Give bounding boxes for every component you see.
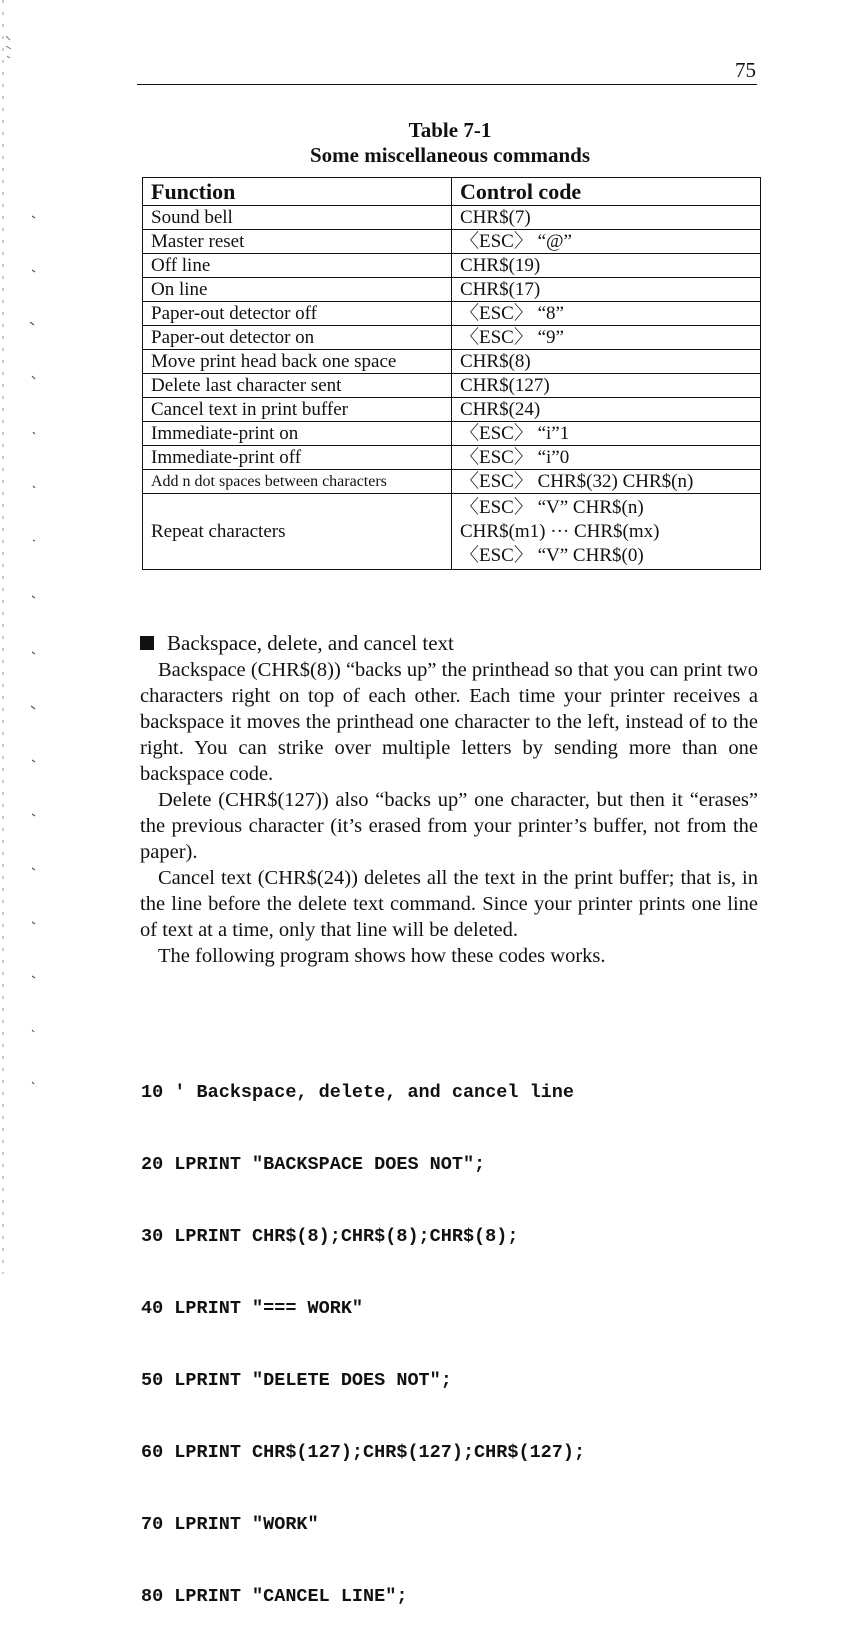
table-row	[143, 350, 761, 374]
paragraph: The following program shows how these codes works.	[158, 945, 606, 967]
code-cell: CHR$(24)	[452, 398, 761, 422]
program-listing	[141, 1033, 585, 1633]
function-cell: Master reset	[143, 230, 452, 254]
function-cell: Cancel text in print buffer	[143, 398, 452, 422]
table-row	[143, 326, 761, 350]
function-cell: Move print head back one space	[143, 350, 452, 374]
table-row	[143, 470, 761, 494]
function-cell: Paper-out detector on	[143, 326, 452, 350]
program-line: 40 LPRINT "=== WORK"	[141, 1298, 364, 1319]
code-cell: 〈ESC〉 CHR$(32) CHR$(n)	[452, 470, 761, 494]
code-cell-multiline	[452, 494, 761, 570]
code-cell: 〈ESC〉 “8”	[452, 302, 761, 326]
body-text	[140, 657, 758, 969]
table-row	[143, 254, 761, 278]
table-row	[143, 302, 761, 326]
code-cell: CHR$(8)	[452, 350, 761, 374]
program-line: 60 LPRINT CHR$(127);CHR$(127);CHR$(127);	[141, 1442, 586, 1463]
table-row	[143, 374, 761, 398]
paragraph: Delete (CHR$(127)) also “backs up” one character, but then it “erases” the previous character (it’s erased from your printer’s buffer, not from the paper).	[140, 789, 758, 863]
function-cell: Sound bell	[143, 206, 452, 230]
function-cell: Delete last character sent	[143, 374, 452, 398]
table-row	[143, 398, 761, 422]
code-cell: 〈ESC〉 “i”0	[452, 446, 761, 470]
function-cell: On line	[143, 278, 452, 302]
table-row-repeat	[143, 494, 761, 570]
program-line: 30 LPRINT CHR$(8);CHR$(8);CHR$(8);	[141, 1226, 519, 1247]
table-row	[143, 206, 761, 230]
table-number: Table 7-1	[408, 118, 492, 142]
paragraph: Backspace (CHR$(8)) “backs up” the printhead so that you can print two characters right on top of each other. Each time your printer receives a backspace it moves the printhead one character to the left, instead of to the right. You can strike over multiple letters by sending more than one backspace code.	[140, 659, 758, 785]
code-line: 〈ESC〉 “V” CHR$(0)	[460, 544, 644, 566]
code-line: 〈ESC〉 “V” CHR$(n)	[460, 496, 644, 518]
page-number: 75	[735, 58, 756, 82]
section-heading-text: Backspace, delete, and cancel text	[167, 631, 454, 655]
program-line: 20 LPRINT "BACKSPACE DOES NOT";	[141, 1154, 486, 1175]
code-cell: CHR$(127)	[452, 374, 761, 398]
function-column-header: Function	[143, 178, 452, 206]
table-row	[143, 446, 761, 470]
function-cell: Repeat characters	[143, 494, 452, 570]
code-line: CHR$(m1) ··· CHR$(mx)	[460, 520, 660, 542]
code-cell: CHR$(7)	[452, 206, 761, 230]
program-line: 50 LPRINT "DELETE DOES NOT";	[141, 1370, 452, 1391]
function-cell: Paper-out detector off	[143, 302, 452, 326]
program-line: 10 ' Backspace, delete, and cancel line	[141, 1082, 574, 1103]
code-cell: CHR$(19)	[452, 254, 761, 278]
function-cell: Off line	[143, 254, 452, 278]
table-row	[143, 278, 761, 302]
table-row	[143, 422, 761, 446]
table-title: Some miscellaneous commands	[310, 143, 590, 167]
function-cell: Add n dot spaces between characters	[143, 470, 452, 494]
program-line: 70 LPRINT "WORK"	[141, 1514, 319, 1535]
table-header-row	[143, 178, 761, 206]
code-cell: CHR$(17)	[452, 278, 761, 302]
control-code-column-header: Control code	[452, 178, 761, 206]
code-cell: 〈ESC〉 “9”	[452, 326, 761, 350]
header-rule	[137, 84, 757, 85]
code-cell: 〈ESC〉 “@”	[452, 230, 761, 254]
function-cell: Immediate-print off	[143, 446, 452, 470]
function-cell: Immediate-print on	[143, 422, 452, 446]
code-cell: 〈ESC〉 “i”1	[452, 422, 761, 446]
section-heading	[140, 631, 454, 656]
square-bullet-icon	[140, 636, 154, 650]
commands-table	[142, 177, 761, 570]
program-line: 80 LPRINT "CANCEL LINE";	[141, 1586, 408, 1607]
scan-margin-marks	[0, 0, 40, 1274]
table-row	[143, 230, 761, 254]
paragraph: Cancel text (CHR$(24)) deletes all the text in the print buffer; that is, in the line before the delete text command. Since your printer prints one line of text at a time, only that line will be deleted.	[140, 867, 758, 941]
